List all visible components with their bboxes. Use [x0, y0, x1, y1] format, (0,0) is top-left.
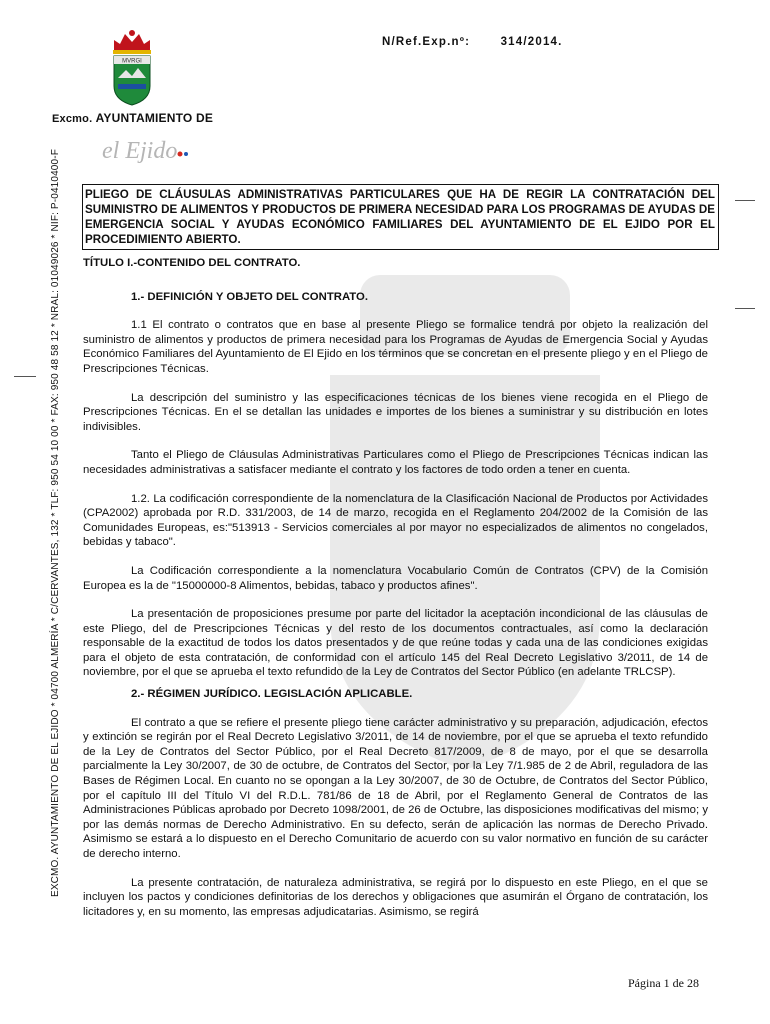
paragraph-contratacion: La presente contratación, de naturaleza administrativa, se regirá por lo dispuesto en este Pliego, en el que se incluyen los pactos y condiciones definitorias de los derechos y obligaciones que asumirán el Órgano de contratación, los licitadores y, en su momento, las empresas adjudicatarias. Asimismo, se regirá	[83, 876, 708, 918]
paragraph-description: La descripción del suministro y las especificaciones técnicas de los bienes viene recogida en el Pliego de Prescripciones Técnicas. En el se detallan las unidades e importes de los bienes a suministrar y su distribución en lotes indivisibles.	[83, 391, 708, 433]
ref-value: 314/2014.	[500, 36, 563, 48]
paragraph-cpv: La Codificación correspondiente a la nomenclatura Vocabulario Común de Contratos (CPV) de la Comisión Europea es la de "15000000-8 Alimentos, bebidas, tabaco y productos afines".	[83, 564, 708, 592]
crest-text: MVRGI	[122, 58, 142, 65]
organization-name	[52, 111, 213, 125]
municipal-crest-logo	[108, 28, 156, 106]
section-heading-1: 1.- DEFINICIÓN Y OBJETO DEL CONTRATO.	[131, 290, 368, 303]
logo-text: el Ejido	[102, 138, 178, 164]
paragraph-pliegos: Tanto el Pliego de Cláusulas Administrativas Particulares como el Pliego de Prescripciones Técnicas indican las necesidades administrativas a satisfacer mediante el contrato y los factores de todo orden a tener en cuenta.	[83, 449, 708, 476]
org-name: AYUNTAMIENTO DE	[95, 111, 214, 125]
paragraph-1-1: 1.1 El contrato o contratos que en base al presente Pliego se formalice tendrá por objeto la realización del suministro de alimentos y productos de primera necesidad para los Programas de Ayudas de Emergencia Social y Ayudas Económico Familiares del Ayuntamiento de El Ejido en los términos que se concretan en el presente pliego y en el Pliego de Prescripciones Técnicas.	[83, 319, 708, 375]
ref-label: N/Ref.Exp.nº:	[382, 36, 471, 48]
document-title-box: PLIEGO DE CLÁUSULAS ADMINISTRATIVAS PARTICULARES QUE HA DE REGIR LA CONTRATACIÓN DEL SUMINISTRO DE ALIMENTOS Y PRODUCTOS DE PRIMERA NECESIDAD PARA LOS PROGRAMAS DE AYUDAS DE EMERGENCIA SOCIAL Y AYUDAS ECONÓMICO FAMILIARES DEL AYUNTAMIENTO DE EL EJIDO POR EL PROCEDIMIENTO ABIERTO.	[82, 184, 719, 250]
margin-mark-left	[14, 376, 36, 377]
margin-mark-right-2	[735, 308, 755, 309]
margin-address-text: EXCMO. AYUNTAMIENTO DE EL EJIDO * 04700 ALMERÍA * C/CERVANTES, 132 * TLF: 950 54 10 00 * FAX: 950 48 58 12 * NRAL: 01049026 * NIF: P-0410400-F	[50, 149, 61, 897]
reference-number	[382, 36, 563, 48]
title-heading: TÍTULO I.-CONTENIDO DEL CONTRATO.	[83, 257, 301, 269]
paragraph-regimen: El contrato a que se refiere el presente pliego tiene carácter administrativo y su preparación, adjudicación, efectos y extinción se regirán por el Real Decreto Legislativo 3/2011, de 14 de noviembre, por el que se aprueba el texto refundido de la Ley de Contratos del Sector Público, por el Real Decreto 817/2009, de 8 de mayo, por el que se desarrolla parcialmente la Ley 30/2007, de 30 de octubre, de Contratos del Sector, por la Ley 7/1.985 de 2 de Abril, reguladora de las Bases de Régimen Local. En cuanto no se opongan a la Ley 30/2007, de 30 de Octubre, de Contratos del Sector Público, por el capítulo III del Título VI del R.D.L. 781/86 de 18 de Abril, por el Reglamento General de Contratos de las Administraciones Públicas aprobado por Decreto 1098/2001, de 26 de Octubre, las disposiciones modificativas del mismo; y por las demás normas de Derecho Administrativo. En su defecto, serán de aplicación las normas de Derecho Privado. Asimismo se estará a lo dispuesto en el Derecho Comunitario de acuerdo con su valor normativo en función de su carácter de derecho interno.	[83, 716, 708, 860]
paragraph-1-2: 1.2. La codificación correspondiente de la nomenclatura de la Clasificación Nacional de Productos por Actividades (CPA2002) aprobada por R.D. 331/2003, de 14 de marzo, recogida en el Reglamento 204/2002 de la Comisión de las Comunidades Europeas, es:"513913 - Servicios comerciales al por mayor no especializados de alimentos no congelados, bebidas y tabaco".	[83, 492, 708, 549]
margin-mark-right-1	[735, 200, 755, 201]
org-prefix: Excmo.	[52, 113, 93, 125]
section-heading-2: 2.- RÉGIMEN JURÍDICO. LEGISLACIÓN APLICABLE.	[131, 688, 413, 701]
el-ejido-logo	[100, 130, 190, 168]
document-body	[83, 256, 708, 919]
paragraph-presentacion: La presentación de proposiciones presume por parte del licitador la aceptación incondicional de las cláusulas de este Pliego, del de Prescripciones Técnicas y del resto de los documentos contractuales, así como la declaración responsable de la exactitud de todos los datos presentados y de que reúne todas y cada una de las condiciones exigidas para el objeto de esta contratación, de conformidad con el artículo 145 del Real Decreto Legislativo 3/2011, de 14 de noviembre, por el que se aprueba el texto refundido de la Ley de Contratos del Sector Público (en adelante TRLCSP).	[83, 608, 708, 679]
page-number: Página 1 de 28	[628, 976, 699, 990]
